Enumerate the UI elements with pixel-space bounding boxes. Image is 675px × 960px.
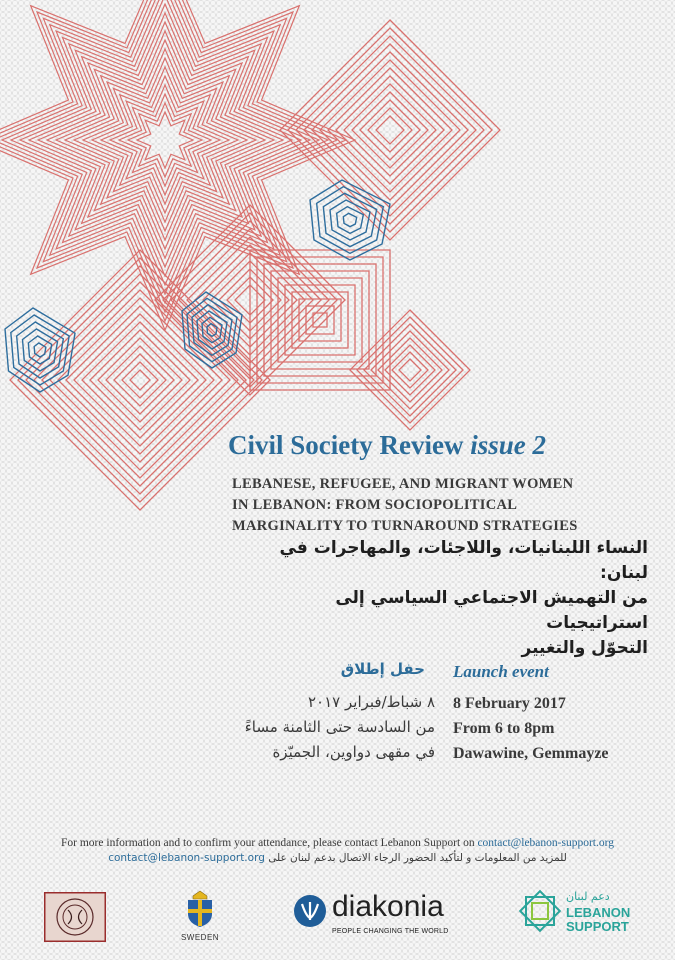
- diamond-pattern: [18, 258, 262, 502]
- star-pattern: [92, 67, 238, 213]
- star-pattern: [83, 58, 247, 222]
- diamond-pattern: [304, 44, 476, 216]
- diakonia-tagline: PEOPLE CHANGING THE WORLD: [332, 928, 449, 935]
- diamond-pattern: [74, 314, 206, 446]
- footer-line-ar: للمزيد من المعلومات و لتأكيد الحضور الرجاء الاتصال بدعم لبنان على: [268, 852, 567, 864]
- title-main: Civil Society Review: [228, 430, 464, 460]
- event-time-ar: من السادسة حتى الثامنة مساءً: [244, 718, 435, 736]
- diamond-pattern: [320, 60, 460, 200]
- diamond-pattern: [357, 317, 463, 423]
- diamond-pattern: [376, 116, 404, 144]
- subtitle-en-line: LEBANESE, REFUGEE, AND MIGRANT WOMEN: [232, 476, 574, 492]
- diamond-pattern: [130, 370, 150, 390]
- diakonia-dove-icon: [292, 894, 328, 928]
- subtitle-arabic: [228, 536, 648, 661]
- contact-email-link-ar[interactable]: contact@lebanon-support.org: [108, 852, 265, 864]
- contact-email-link[interactable]: contact@lebanon-support.org: [477, 837, 614, 849]
- event-details-arabic: [245, 690, 435, 765]
- subtitle-english: [232, 474, 652, 537]
- subtitle-en-line: MARGINALITY TO TURNAROUND STRATEGIES: [232, 518, 578, 534]
- subtitle-ar-line: النساء اللبنانيات، واللاجئات، والمهاجرات في لبنان:: [279, 538, 648, 583]
- event-details-english: [453, 691, 609, 766]
- lebanon-support-line2: SUPPORT: [566, 919, 629, 934]
- event-place-ar: في مقهى دواوين، الجميّزة: [272, 743, 435, 761]
- star-pattern: [119, 94, 211, 186]
- diamond-pattern: [106, 346, 174, 414]
- swedish-crown-icon: [185, 890, 215, 928]
- rosette-logo-icon: [44, 892, 106, 942]
- lebanon-support-line1: LEBANON: [566, 905, 631, 920]
- event-date-ar: ٨ شباط/فبراير ٢٠١٧: [307, 693, 435, 711]
- page-title: [228, 428, 648, 462]
- star-pattern: [56, 31, 274, 249]
- title-block: [228, 428, 648, 462]
- subtitle-en-line: IN LEBANON: FROM SOCIOPOLITICAL: [232, 497, 518, 513]
- subtitle-ar-line: التحوّل والتغيير: [521, 638, 648, 658]
- subtitle-ar-line: من التهميش الاجتماعي السياسي إلى استراتيجيات: [335, 588, 648, 633]
- launch-label-arabic: حفل إطلاق: [340, 660, 425, 678]
- event-date-en: 8 February 2017: [453, 695, 566, 712]
- diamond-pattern: [50, 290, 230, 470]
- footer-line-en: For more information and to confirm your attendance, please contact Lebanon Support on: [61, 837, 475, 849]
- square-pattern: [264, 264, 376, 376]
- square-pattern: [285, 285, 355, 355]
- lebanon-support-arabic: دعم لبنان: [566, 890, 610, 903]
- event-place-en: Dawawine, Gemmayze: [453, 745, 609, 762]
- star-pattern: [65, 40, 265, 240]
- diamond-pattern: [344, 84, 436, 176]
- star-pattern: [137, 112, 193, 168]
- sweden-logo: [178, 890, 222, 942]
- star-pattern: [38, 13, 292, 267]
- diamond-pattern: [360, 100, 420, 160]
- lebanon-support-star-icon: [518, 888, 562, 934]
- star-pattern: [128, 103, 202, 177]
- star-pattern: [29, 4, 301, 276]
- diamond-pattern: [378, 338, 442, 402]
- sweden-label: SWEDEN: [180, 933, 220, 942]
- star-pattern: [20, 0, 310, 285]
- blue-polygon-pattern: [337, 207, 364, 234]
- partner-logos: [0, 888, 675, 948]
- diamond-pattern: [90, 330, 190, 430]
- launch-label-english: Launch event: [453, 662, 549, 681]
- square-pattern: [299, 299, 341, 341]
- diakonia-wordmark: diakonia: [332, 890, 444, 923]
- footer-contact: [0, 836, 675, 866]
- title-issue: issue 2: [470, 430, 546, 460]
- blue-polygon-pattern: [343, 213, 356, 226]
- event-time-en: From 6 to 8pm: [453, 720, 555, 737]
- diamond-pattern: [296, 36, 484, 224]
- diamond-pattern: [399, 359, 421, 381]
- diamond-pattern: [350, 310, 470, 430]
